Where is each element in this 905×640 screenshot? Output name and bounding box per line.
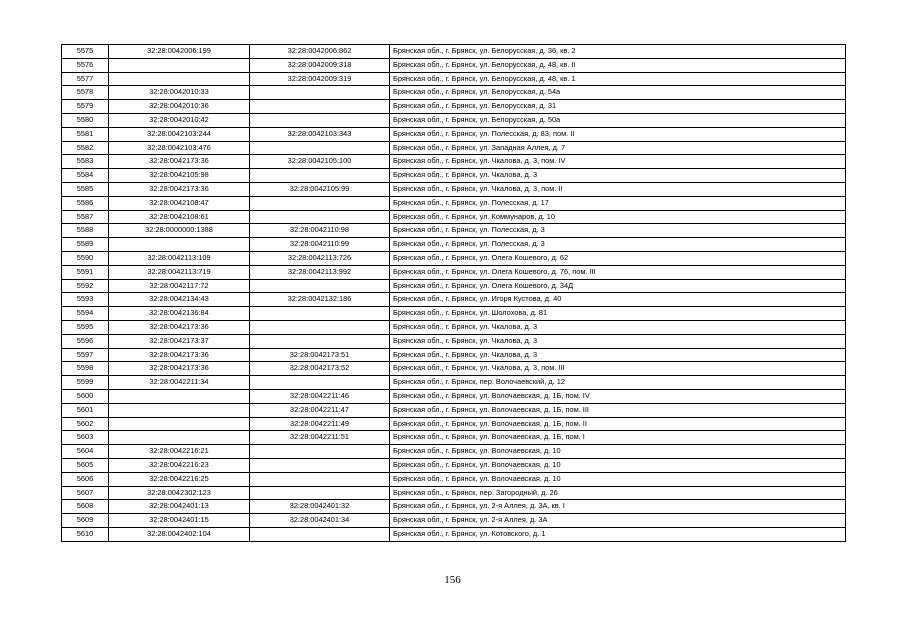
table-row <box>62 72 846 86</box>
cadastral-number-cell: 32:28:0042134:43 <box>109 293 250 307</box>
row-number-cell: 5578 <box>62 86 109 100</box>
row-number-cell: 5604 <box>62 445 109 459</box>
row-number-cell: 5594 <box>62 307 109 321</box>
cadastral-number-cell: 32:28:0042173:36 <box>109 182 250 196</box>
row-number-cell: 5596 <box>62 334 109 348</box>
row-number-cell: 5581 <box>62 127 109 141</box>
cadastral-number-cell: 32:28:0042136:84 <box>109 307 250 321</box>
cadastral-number-cell: 32:28:0042010:33 <box>109 86 250 100</box>
address-cell: Брянская обл., г. Брянск, ул. Чкалова, д. 3 <box>390 169 846 183</box>
address-cell: Брянская обл., г. Брянск, ул. Полесская, д. 83, пом. II <box>390 127 846 141</box>
address-cell: Брянская обл., г. Брянск, ул. Чкалова, д. 3, пом. IV <box>390 155 846 169</box>
address-cell: Брянская обл., г. Брянск, ул. Чкалова, д. 3 <box>390 334 846 348</box>
cadastral-number-cell: 32:28:0042010:42 <box>109 113 250 127</box>
premises-cadastral-number-cell: 32:28:0042211:49 <box>250 417 390 431</box>
address-cell: Брянская обл., г. Брянск, ул. Волочаевская, д. 10 <box>390 445 846 459</box>
cadastral-number-cell: 32:28:0042105:98 <box>109 169 250 183</box>
table-row <box>62 527 846 541</box>
address-cell: Брянская обл., г. Брянск, ул. Белорусская, д. 36, кв. 2 <box>390 45 846 59</box>
cadastral-number-cell: 32:28:0042173:37 <box>109 334 250 348</box>
address-cell: Брянская обл., г. Брянск, ул. Коммунаров, д. 10 <box>390 210 846 224</box>
table-row <box>62 403 846 417</box>
row-number-cell: 5595 <box>62 320 109 334</box>
table-row <box>62 293 846 307</box>
row-number-cell: 5587 <box>62 210 109 224</box>
cadastral-number-cell: 32:28:0042173:36 <box>109 348 250 362</box>
premises-cadastral-number-cell: 32:28:0042113:992 <box>250 265 390 279</box>
address-cell: Брянская обл., г. Брянск, ул. Белорусская, д. 54а <box>390 86 846 100</box>
table-row <box>62 472 846 486</box>
address-cell: Брянская обл., г. Брянск, ул. Волочаевская, д. 1Б, пом. IV <box>390 389 846 403</box>
table-row <box>62 238 846 252</box>
address-cell: Брянская обл., г. Брянск, ул. Игоря Кустова, д. 40 <box>390 293 846 307</box>
row-number-cell: 5601 <box>62 403 109 417</box>
premises-cadastral-number-cell: 32:28:0042105:100 <box>250 155 390 169</box>
cadastral-number-cell: 32:28:0042173:36 <box>109 362 250 376</box>
address-cell: Брянская обл., г. Брянск, ул. Олега Кошевого, д. 76, пом. III <box>390 265 846 279</box>
cadastral-number-cell: 32:28:0042113:719 <box>109 265 250 279</box>
address-cell: Брянская обл., г. Брянск, ул. Полесская, д. 17 <box>390 196 846 210</box>
address-cell: Брянская обл., г. Брянск, ул. Волочаевская, д. 10 <box>390 472 846 486</box>
premises-cadastral-number-cell <box>250 376 390 390</box>
premises-cadastral-number-cell: 32:28:0042173:51 <box>250 348 390 362</box>
address-cell: Брянская обл., г. Брянск, ул. Олега Кошевого, д. 62 <box>390 251 846 265</box>
premises-cadastral-number-cell <box>250 458 390 472</box>
row-number-cell: 5610 <box>62 527 109 541</box>
address-cell: Брянская обл., г. Брянск, ул. Волочаевская, д. 1Б, пом. III <box>390 403 846 417</box>
row-number-cell: 5592 <box>62 279 109 293</box>
table-row <box>62 45 846 59</box>
row-number-cell: 5584 <box>62 169 109 183</box>
row-number-cell: 5606 <box>62 472 109 486</box>
row-number-cell: 5608 <box>62 500 109 514</box>
address-cell: Брянская обл., г. Брянск, ул. Чкалова, д. 3, пом. II <box>390 182 846 196</box>
page-number: 156 <box>444 574 461 586</box>
table-row <box>62 169 846 183</box>
premises-cadastral-number-cell: 32:28:0042009:319 <box>250 72 390 86</box>
premises-cadastral-number-cell <box>250 100 390 114</box>
cadastral-number-cell: 32:28:0042401:15 <box>109 514 250 528</box>
cadastral-number-cell <box>109 58 250 72</box>
address-cell: Брянская обл., г. Брянск, ул. Шолохова, д. 81 <box>390 307 846 321</box>
cadastral-registry-table <box>61 44 846 542</box>
row-number-cell: 5588 <box>62 224 109 238</box>
premises-cadastral-number-cell: 32:28:0042113:726 <box>250 251 390 265</box>
premises-cadastral-number-cell <box>250 527 390 541</box>
row-number-cell: 5599 <box>62 376 109 390</box>
table-row <box>62 155 846 169</box>
address-cell: Брянская обл., г. Брянск, ул. 2-я Аллея, д. 3А <box>390 514 846 528</box>
cadastral-number-cell: 32:28:0042108:61 <box>109 210 250 224</box>
row-number-cell: 5598 <box>62 362 109 376</box>
row-number-cell: 5605 <box>62 458 109 472</box>
premises-cadastral-number-cell <box>250 279 390 293</box>
cadastral-number-cell: 32:28:0042103:476 <box>109 141 250 155</box>
row-number-cell: 5602 <box>62 417 109 431</box>
cadastral-number-cell: 32:28:0042211:34 <box>109 376 250 390</box>
table-row <box>62 127 846 141</box>
row-number-cell: 5603 <box>62 431 109 445</box>
premises-cadastral-number-cell <box>250 141 390 155</box>
table-row <box>62 348 846 362</box>
row-number-cell: 5590 <box>62 251 109 265</box>
table-row <box>62 58 846 72</box>
table-row <box>62 486 846 500</box>
cadastral-number-cell: 32:28:0042173:36 <box>109 320 250 334</box>
premises-cadastral-number-cell <box>250 486 390 500</box>
address-cell: Брянская обл., г. Брянск, ул. Волочаевская, д. 1Б, пом. II <box>390 417 846 431</box>
cadastral-number-cell <box>109 417 250 431</box>
premises-cadastral-number-cell <box>250 169 390 183</box>
premises-cadastral-number-cell <box>250 196 390 210</box>
row-number-cell: 5583 <box>62 155 109 169</box>
row-number-cell: 5585 <box>62 182 109 196</box>
address-cell: Брянская обл., г. Брянск, ул. Волочаевская, д. 1Б, пом. I <box>390 431 846 445</box>
address-cell: Брянская обл., г. Брянск, ул. 2-я Аллея, д. 3А, кв. I <box>390 500 846 514</box>
table-row <box>62 376 846 390</box>
table-row <box>62 86 846 100</box>
row-number-cell: 5576 <box>62 58 109 72</box>
address-cell: Брянская обл., г. Брянск, ул. Западная Аллея, д. 7 <box>390 141 846 155</box>
premises-cadastral-number-cell: 32:28:0042006:862 <box>250 45 390 59</box>
cadastral-number-cell: 32:28:0042402:104 <box>109 527 250 541</box>
row-number-cell: 5579 <box>62 100 109 114</box>
row-number-cell: 5600 <box>62 389 109 403</box>
address-cell: Брянская обл., г. Брянск, ул. Белорусская, д. 48, кв. 1 <box>390 72 846 86</box>
row-number-cell: 5586 <box>62 196 109 210</box>
cadastral-number-cell <box>109 72 250 86</box>
table-row <box>62 196 846 210</box>
cadastral-number-cell <box>109 238 250 252</box>
premises-cadastral-number-cell <box>250 334 390 348</box>
premises-cadastral-number-cell: 32:28:0042110:98 <box>250 224 390 238</box>
table-row <box>62 182 846 196</box>
premises-cadastral-number-cell: 32:28:0042110:99 <box>250 238 390 252</box>
premises-cadastral-number-cell <box>250 472 390 486</box>
premises-cadastral-number-cell: 32:28:0042401:34 <box>250 514 390 528</box>
table-row <box>62 389 846 403</box>
cadastral-number-cell <box>109 431 250 445</box>
address-cell: Брянская обл., г. Брянск, ул. Чкалова, д. 3 <box>390 348 846 362</box>
cadastral-number-cell: 32:28:0042010:36 <box>109 100 250 114</box>
table-row <box>62 141 846 155</box>
address-cell: Брянская обл., г. Брянск, ул. Чкалова, д. 3 <box>390 320 846 334</box>
row-number-cell: 5582 <box>62 141 109 155</box>
cadastral-number-cell: 32:28:0042302:123 <box>109 486 250 500</box>
premises-cadastral-number-cell: 32:28:0042009:318 <box>250 58 390 72</box>
premises-cadastral-number-cell: 32:28:0042211:51 <box>250 431 390 445</box>
cadastral-number-cell: 32:28:0042216:25 <box>109 472 250 486</box>
premises-cadastral-number-cell: 32:28:0042211:47 <box>250 403 390 417</box>
premises-cadastral-number-cell: 32:28:0042132:186 <box>250 293 390 307</box>
address-cell: Брянская обл., г. Брянск, ул. Олега Кошевого, д. 34Д <box>390 279 846 293</box>
cadastral-number-cell: 32:28:0042117:72 <box>109 279 250 293</box>
address-cell: Брянская обл., г. Брянск, ул. Полесская, д. 3 <box>390 224 846 238</box>
premises-cadastral-number-cell: 32:28:0042173:52 <box>250 362 390 376</box>
address-cell: Брянская обл., г. Брянск, ул. Котовского, д. 1 <box>390 527 846 541</box>
address-cell: Брянская обл., г. Брянск, ул. Полесская, д. 3 <box>390 238 846 252</box>
table-row <box>62 362 846 376</box>
cadastral-number-cell: 32:28:0042103:244 <box>109 127 250 141</box>
cadastral-number-cell: 32:28:0042108:47 <box>109 196 250 210</box>
row-number-cell: 5577 <box>62 72 109 86</box>
cadastral-number-cell: 32:28:0042216:21 <box>109 445 250 459</box>
row-number-cell: 5575 <box>62 45 109 59</box>
table-row <box>62 251 846 265</box>
row-number-cell: 5591 <box>62 265 109 279</box>
row-number-cell: 5580 <box>62 113 109 127</box>
premises-cadastral-number-cell <box>250 210 390 224</box>
address-cell: Брянская обл., г. Брянск, пер. Волочаевский, д. 12 <box>390 376 846 390</box>
cadastral-number-cell: 32:28:0042173:36 <box>109 155 250 169</box>
premises-cadastral-number-cell: 32:28:0042211:46 <box>250 389 390 403</box>
table-row <box>62 224 846 238</box>
table-row <box>62 500 846 514</box>
row-number-cell: 5607 <box>62 486 109 500</box>
premises-cadastral-number-cell <box>250 86 390 100</box>
table-row <box>62 279 846 293</box>
address-cell: Брянская обл., г. Брянск, ул. Волочаевская, д. 10 <box>390 458 846 472</box>
cadastral-number-cell: 32:28:0042006:199 <box>109 45 250 59</box>
premises-cadastral-number-cell: 32:28:0042401:32 <box>250 500 390 514</box>
table-row <box>62 514 846 528</box>
table-row <box>62 445 846 459</box>
table-row <box>62 417 846 431</box>
registry-table-body <box>62 45 846 542</box>
address-cell: Брянская обл., г. Брянск, ул. Белорусская, д. 50а <box>390 113 846 127</box>
table-row <box>62 334 846 348</box>
premises-cadastral-number-cell <box>250 113 390 127</box>
table-row <box>62 458 846 472</box>
table-row <box>62 210 846 224</box>
table-row <box>62 320 846 334</box>
premises-cadastral-number-cell <box>250 307 390 321</box>
cadastral-number-cell: 32:28:0000000:1388 <box>109 224 250 238</box>
table-row <box>62 100 846 114</box>
cadastral-number-cell: 32:28:0042401:13 <box>109 500 250 514</box>
premises-cadastral-number-cell: 32:28:0042103:343 <box>250 127 390 141</box>
premises-cadastral-number-cell <box>250 320 390 334</box>
table-row <box>62 265 846 279</box>
cadastral-number-cell: 32:28:0042113:109 <box>109 251 250 265</box>
row-number-cell: 5589 <box>62 238 109 252</box>
premises-cadastral-number-cell: 32:28:0042105:99 <box>250 182 390 196</box>
address-cell: Брянская обл., г. Брянск, ул. Чкалова, д. 3, пом. III <box>390 362 846 376</box>
cadastral-number-cell <box>109 389 250 403</box>
row-number-cell: 5609 <box>62 514 109 528</box>
cadastral-number-cell: 32:28:0042216:23 <box>109 458 250 472</box>
row-number-cell: 5597 <box>62 348 109 362</box>
address-cell: Брянская обл., г. Брянск, ул. Белорусская, д. 48, кв. II <box>390 58 846 72</box>
address-cell: Брянская обл., г. Брянск, ул. Белорусская, д. 31 <box>390 100 846 114</box>
table-row <box>62 431 846 445</box>
address-cell: Брянская обл., г. Брянск, пер. Загородный, д. 26 <box>390 486 846 500</box>
cadastral-number-cell <box>109 403 250 417</box>
table-row <box>62 307 846 321</box>
premises-cadastral-number-cell <box>250 445 390 459</box>
table-row <box>62 113 846 127</box>
row-number-cell: 5593 <box>62 293 109 307</box>
